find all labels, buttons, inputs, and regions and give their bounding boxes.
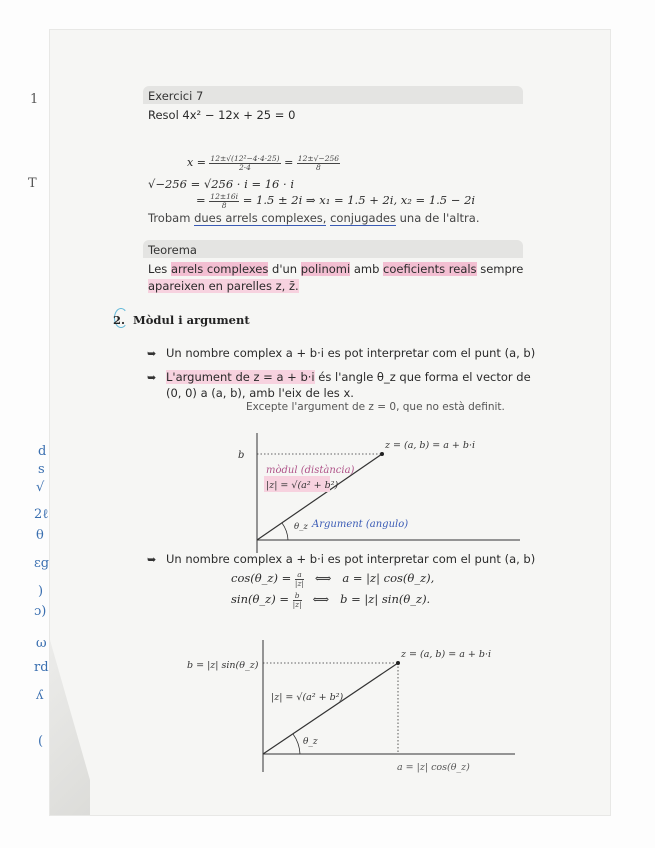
margin-mark: √ <box>36 480 45 495</box>
modul-formula: |z| = √(a² + b²) <box>271 692 344 703</box>
margin-mark: T <box>28 176 37 191</box>
diagram-1 <box>230 428 520 553</box>
margin-mark: d <box>38 444 47 459</box>
margin-mark: ʎ <box>36 688 44 703</box>
theta-label: θ_z <box>294 522 308 532</box>
cos-relation: cos(θ_z) = $\frac{a}{|z|}$ ⟺ a = |z| cos(θ_z), <box>231 570 435 588</box>
margin-mark: ) <box>38 584 44 599</box>
margin-mark: ω <box>36 636 47 651</box>
margin-mark: s <box>38 462 45 477</box>
margin-mark: ɔ) <box>34 604 47 619</box>
sin-relation: sin(θ_z) = $\frac{b}{|z|}$ ⟺ b = |z| sin(θ_z). <box>231 591 431 609</box>
fraction: $\frac{\text{12±√(12²−4·4·25)}}{2\cdot 4}$ <box>210 154 280 172</box>
margin-mark: rd <box>34 660 49 675</box>
point-z <box>396 661 400 665</box>
conclusion-line: Trobam dues arrels complexes, conjugades una de l'altra. <box>148 211 480 225</box>
point-z <box>380 452 384 456</box>
point-label: z = (a, b) = a + b·i <box>401 649 492 660</box>
bullet-2-line-1: L'argument de z = a + b·i és l'angle θ_z que forma el vector de <box>166 370 531 384</box>
bullet-2-line-2: (0, 0) a (a, b), amb l'eix de les x. <box>166 386 354 400</box>
bullet-2-note: Excepte l'argument de z = 0, que no està definit. <box>246 401 505 413</box>
exercise-title: Exercici 7 <box>148 89 204 103</box>
bullet-arrow-icon: ➥ <box>147 371 157 384</box>
a-label: a = |z| cos(θ_z) <box>397 762 470 773</box>
theorem-line-2: apareixen en parelles z, z̄. <box>148 279 299 293</box>
modul-note: mòdul (distància) <box>266 465 355 476</box>
sqrt-line: √−256 = √256 · i = 16 · i <box>148 177 295 191</box>
result-line: = $\frac{12\pm 16i}{8}$ = 1.5 ± 2i ⇒ x₁ = 1.5 + 2i, x₂ = 1.5 − 2i <box>196 192 476 210</box>
margin-mark: ( <box>38 734 44 749</box>
fraction: $\frac{12\pm 16i}{8}$ <box>210 192 239 210</box>
margin-mark: 2ℓ <box>34 507 49 522</box>
section-title: 2. Mòdul i argument <box>113 313 250 327</box>
fraction: $\frac{12\pm√-256}{8}$ <box>297 154 340 172</box>
point-label: z = (a, b) = a + b·i <box>385 440 476 451</box>
bullet-1: Un nombre complex a + b·i es pot interpretar com el punt (a, b) <box>166 346 536 360</box>
theta-label: θ_z <box>303 737 318 747</box>
theorem-line-1: Les arrels complexes d'un polinomi amb coeficients reals sempre <box>148 262 524 276</box>
b-label: b <box>238 450 245 461</box>
bullet-arrow-icon: ➥ <box>147 553 157 566</box>
angle-arc <box>282 523 288 540</box>
b-label: b = |z| sin(θ_z) <box>187 660 259 671</box>
angle-arc <box>293 734 300 754</box>
theorem-title: Teorema <box>148 243 197 257</box>
bullet-arrow-icon: ➥ <box>147 347 157 360</box>
exercise-statement: Resol 4x² − 12x + 25 = 0 <box>148 108 296 122</box>
vector-line <box>263 663 398 754</box>
margin-mark: θ <box>36 528 44 543</box>
margin-mark: 1 <box>30 92 39 107</box>
bullet-3: Un nombre complex a + b·i es pot interpretar com el punt (a, b) <box>166 552 536 566</box>
modul-formula: |z| = √(a² + b²) <box>266 480 339 491</box>
margin-mark: ɛg <box>34 556 50 571</box>
argument-note: Argument (angulo) <box>312 519 409 530</box>
quadratic-formula: x = $\frac{\text{12±√(12²−4·4·25)}}{2\cdot 4}$ = $\frac{12\pm√-256}{8}$ <box>187 154 340 172</box>
theorem-header-bar <box>143 240 523 258</box>
diagram-2 <box>185 636 515 776</box>
